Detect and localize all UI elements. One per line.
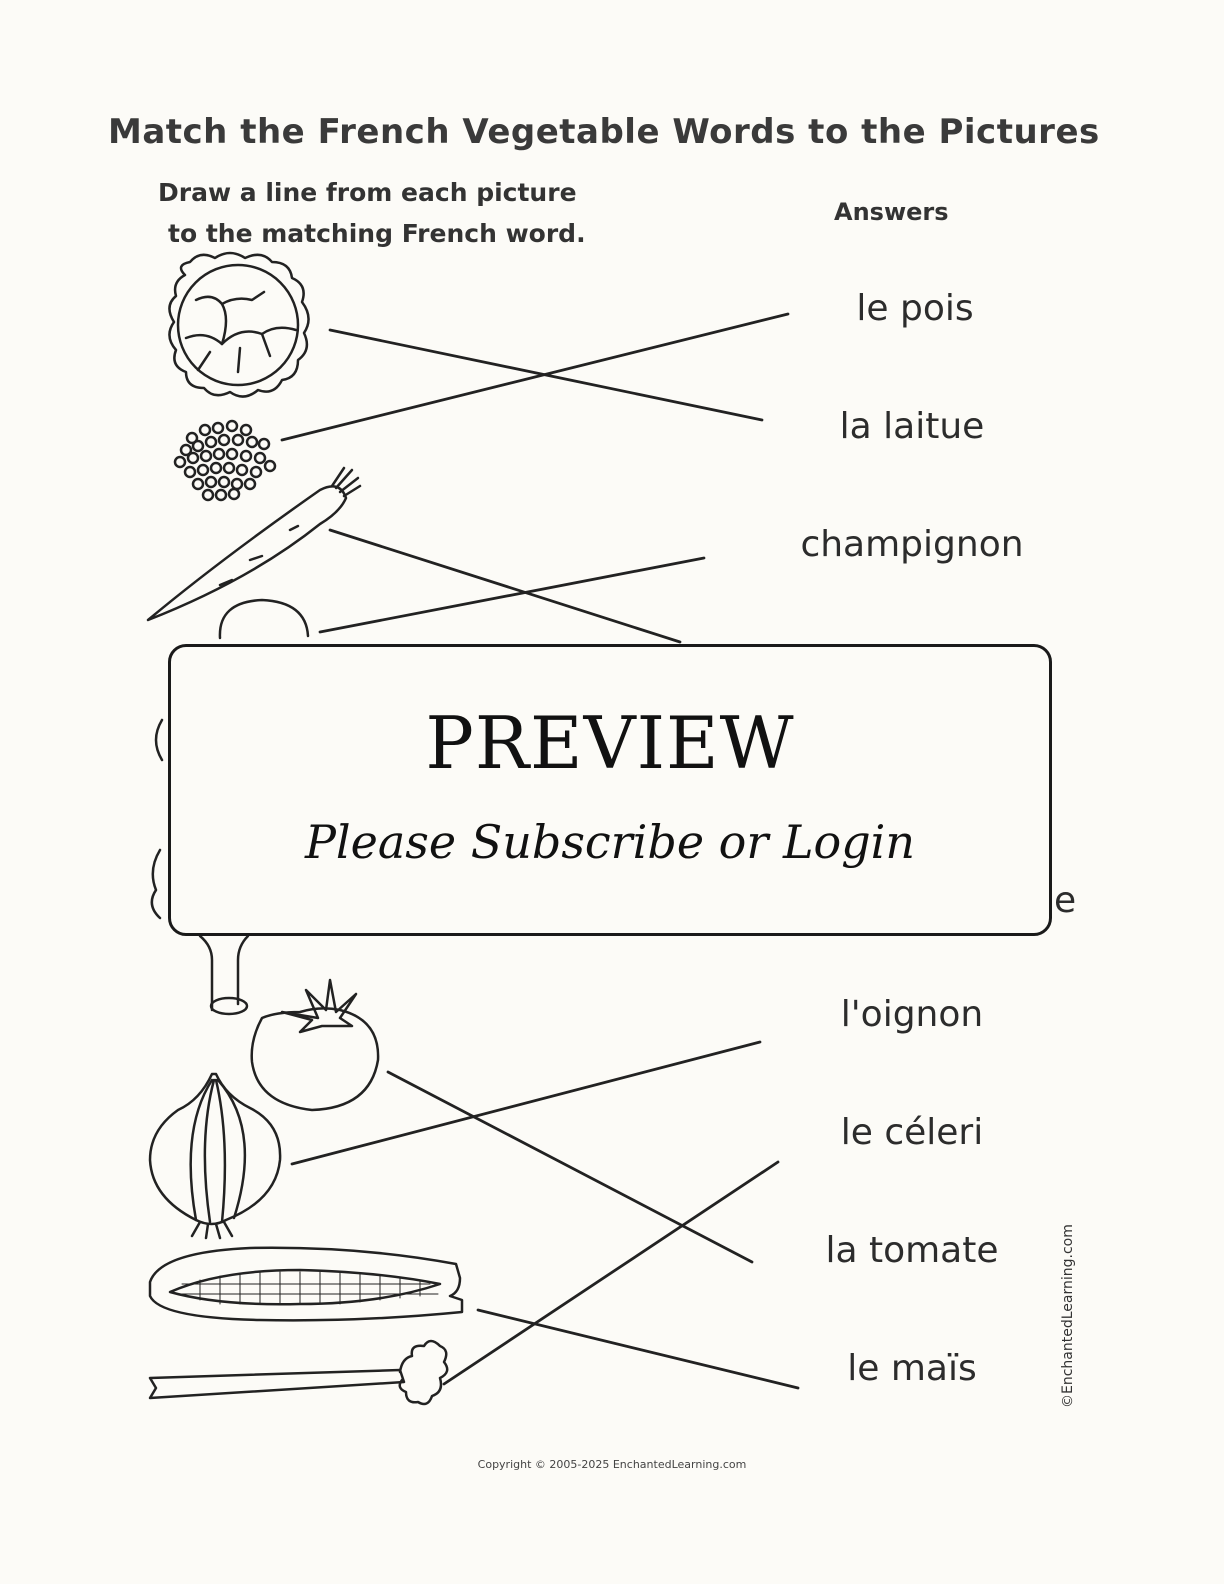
tomato-picture — [252, 980, 378, 1110]
answer-word-le-mais: le maïs — [847, 1348, 977, 1389]
celery-picture — [150, 1341, 447, 1404]
instructions-line-1: Draw a line from each picture — [158, 178, 577, 207]
answer-word-la-tomate: la tomate — [825, 1230, 999, 1271]
broccoli-stem-picture — [200, 936, 248, 1014]
page-title: Match the French Vegetable Words to the Pictures — [108, 112, 1100, 152]
answer-word-le-pois: le pois — [856, 288, 974, 329]
lettuce-picture — [169, 253, 308, 397]
peas-picture — [175, 421, 275, 500]
answers-label[interactable]: Answers — [834, 198, 949, 226]
copyright: Copyright © 2005-2025 EnchantedLearning.com — [477, 1458, 747, 1471]
carrot-picture — [148, 468, 360, 620]
corn-picture — [150, 1248, 462, 1321]
hidden-picture-edge — [156, 720, 162, 760]
mushroom-picture — [220, 600, 308, 638]
onion-picture — [150, 1074, 280, 1238]
answer-word-champignon: champignon — [800, 524, 1024, 565]
answer-word-le-celeri: le céleri — [840, 1112, 984, 1153]
broccoli-picture-edge — [152, 850, 160, 918]
answer-word-la-laitue: la laitue — [839, 406, 985, 447]
preview-subscribe-login-link[interactable]: Please Subscribe or Login — [304, 815, 916, 869]
answer-word-l-oignon: l'oignon — [840, 994, 984, 1035]
preview-title: PREVIEW — [425, 701, 795, 785]
watermark: ©EnchantedLearning.com — [1060, 1224, 1076, 1408]
preview-overlay[interactable] — [168, 644, 1052, 936]
answer-word-fragment: e — [1054, 880, 1077, 921]
instructions-line-2: to the matching French word. — [168, 219, 586, 248]
